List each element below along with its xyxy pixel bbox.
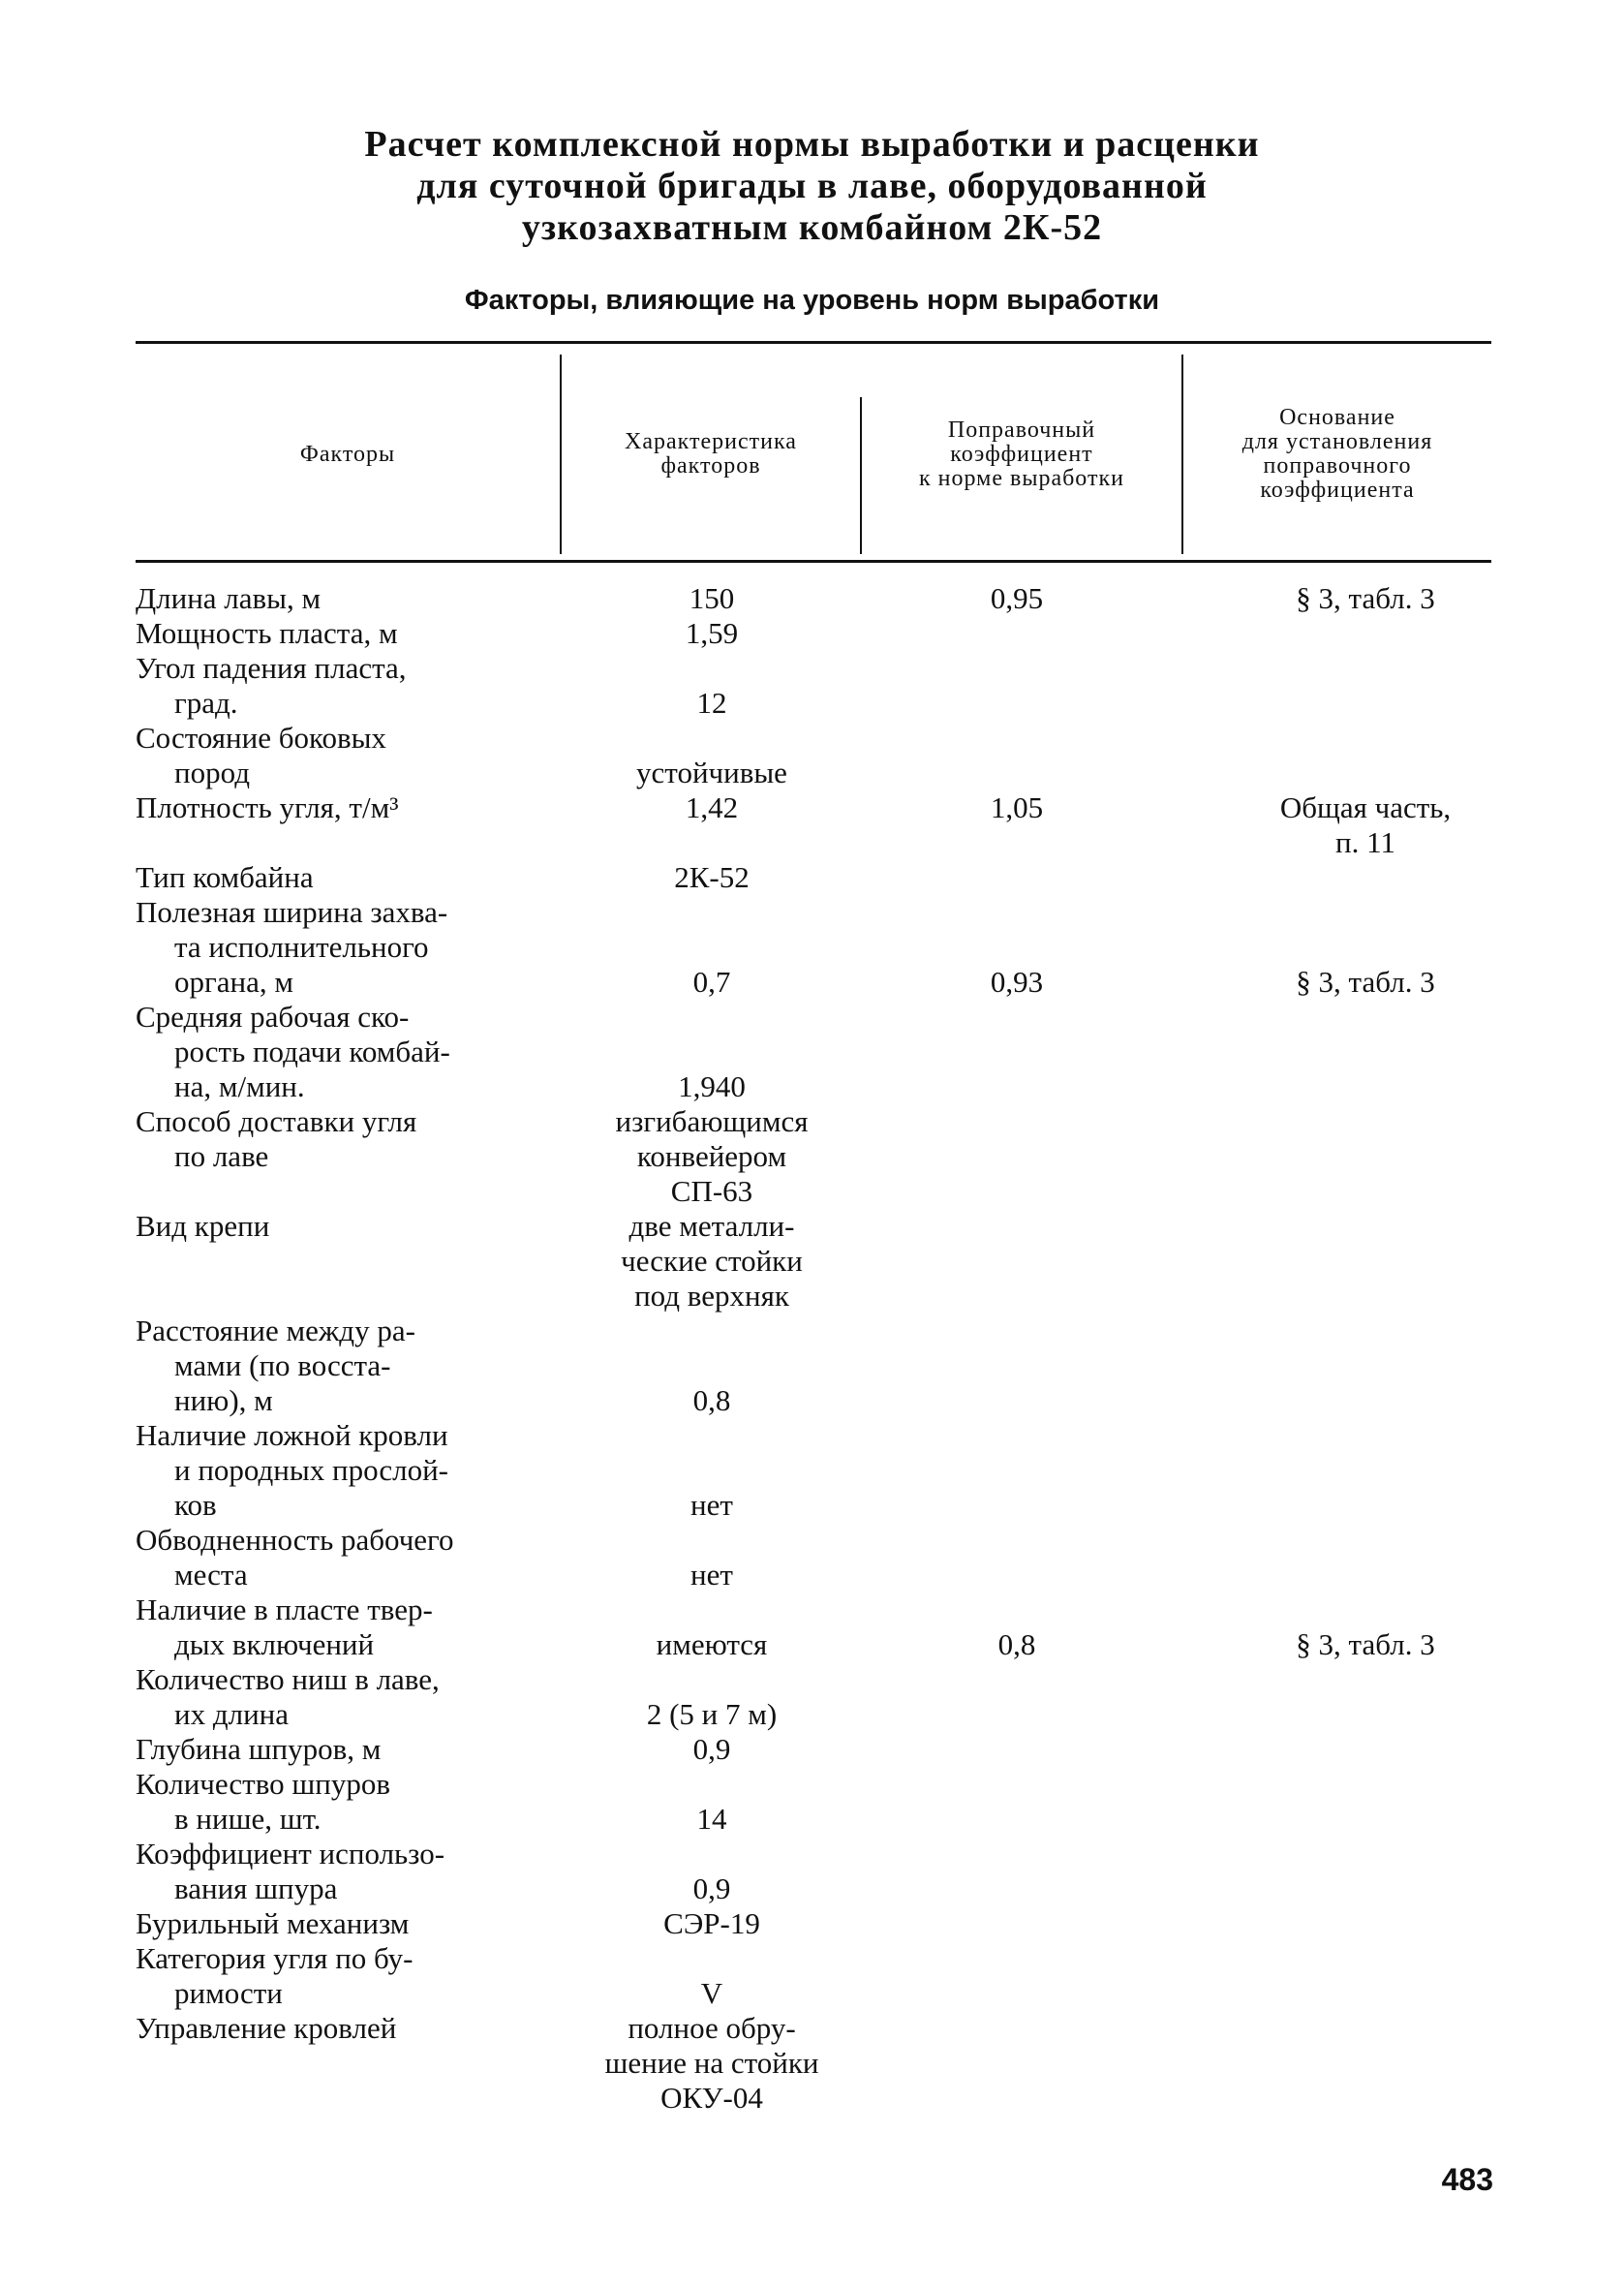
characteristic-cell [528, 1802, 896, 1837]
factor-text: по лаве [174, 1139, 269, 1173]
characteristic-text: шение на стойки [604, 2046, 819, 2080]
factor-text: Полезная ширина захва- [136, 895, 448, 929]
factor-cell [136, 1941, 581, 2011]
factor-text: ков [174, 1488, 217, 1522]
factor-text: град. [174, 686, 238, 720]
characteristic-cell [528, 1558, 896, 1592]
factor-cell [136, 1000, 581, 1104]
factor-text: Управление кровлей [136, 2011, 397, 2045]
factor-cell [136, 1523, 581, 1592]
factor-text: в нише, шт. [174, 1802, 322, 1836]
factor-text: Коэффициент использо- [136, 1837, 445, 1871]
basis-text: § 3, табл. 3 [1296, 1627, 1435, 1661]
characteristic-cell [528, 1104, 896, 1209]
factor-text: органа, м [174, 965, 293, 999]
factor-text: Бурильный механизм [136, 1906, 410, 1940]
characteristic-text: 0,8 [692, 1383, 731, 1417]
basis-text: п. 11 [1335, 825, 1395, 859]
title-line-2: для суточной бригады в лаве, оборудованной [416, 166, 1208, 206]
factor-text: Способ доставки угля [136, 1104, 417, 1138]
factor-text: Мощность пласта, м [136, 616, 398, 650]
basis-cell [1181, 1627, 1549, 1662]
characteristic-cell [528, 1209, 896, 1314]
header-basis-line: коэффициента [1260, 478, 1415, 503]
factor-cell [136, 1662, 581, 1732]
characteristic-text: 0,9 [692, 1871, 731, 1905]
table-subtitle: Факторы, влияющие на уровень норм выработки [464, 285, 1160, 316]
header-characteristic-line: факторов [660, 453, 761, 479]
characteristic-cell [528, 686, 896, 721]
characteristic-cell [528, 1732, 896, 1767]
factor-text: та исполнительного [174, 930, 429, 964]
header-basis-line: Основание [1279, 405, 1395, 430]
factor-text: римости [174, 1976, 283, 2010]
factor-cell [136, 1418, 581, 1523]
header-bottom-rule [136, 560, 1491, 563]
factor-cell [136, 1767, 581, 1837]
characteristic-text: полное обру- [628, 2011, 796, 2045]
header-characteristic [562, 355, 860, 554]
factor-text: места [174, 1558, 248, 1592]
factor-text: Обводненность рабочего [136, 1523, 454, 1557]
characteristic-text: конвейером [636, 1139, 787, 1173]
characteristic-text: нет [690, 1488, 733, 1522]
title-line-1: Расчет комплексной нормы выработки и расценки [364, 124, 1260, 165]
factor-text: и породных прослой- [174, 1453, 448, 1487]
factor-text: Тип комбайна [136, 860, 314, 894]
factor-cell [136, 790, 581, 825]
characteristic-cell [528, 2011, 896, 2116]
characteristic-cell [528, 1488, 896, 1523]
factor-cell [136, 721, 581, 790]
characteristic-text: ческие стойки [621, 1244, 803, 1278]
characteristic-cell [528, 1383, 896, 1418]
factor-text: Угол падения пласта, [136, 651, 407, 685]
header-factors-label: Факторы [299, 441, 396, 467]
factor-text: Количество ниш в лаве, [136, 1662, 440, 1696]
factor-cell [136, 1906, 581, 1941]
characteristic-text: 1,42 [685, 790, 739, 824]
factor-text: Категория угля по бу- [136, 1941, 414, 1975]
characteristic-cell [528, 1871, 896, 1906]
characteristic-cell [528, 790, 896, 825]
factor-cell [136, 1592, 581, 1662]
characteristic-text: 0,9 [692, 1732, 731, 1766]
header-coefficient-line: Поправочный [947, 417, 1096, 443]
characteristic-cell [528, 1069, 896, 1104]
factor-text: Расстояние между ра- [136, 1314, 415, 1347]
characteristic-text: V [700, 1976, 723, 2010]
factor-cell [136, 581, 581, 616]
basis-cell [1181, 965, 1549, 1000]
characteristic-text: СП-63 [670, 1174, 753, 1208]
characteristic-text: 2 (5 и 7 м) [646, 1697, 778, 1731]
factor-text: нию), м [174, 1383, 273, 1417]
factor-cell [136, 895, 581, 1000]
table-top-rule [136, 341, 1491, 344]
characteristic-text: 1,59 [685, 616, 739, 650]
characteristic-text: 14 [696, 1802, 727, 1836]
characteristic-text: устойчивые [636, 756, 787, 789]
factor-cell [136, 1314, 581, 1418]
factor-cell [136, 1837, 581, 1906]
header-factors [136, 355, 560, 554]
basis-text: § 3, табл. 3 [1296, 581, 1435, 615]
factor-cell [136, 2011, 581, 2046]
title-line-3: узкозахватным комбайном 2К-52 [521, 207, 1103, 248]
coefficient-cell: 0,93 [990, 965, 1044, 999]
characteristic-text: имеются [656, 1627, 768, 1661]
characteristic-text: ОКУ-04 [660, 2081, 763, 2115]
characteristic-cell [528, 965, 896, 1000]
page-number: 483 [1441, 2162, 1493, 2197]
coefficient-cell: 0,95 [990, 581, 1044, 615]
factor-text: Глубина шпуров, м [136, 1732, 382, 1766]
factor-text: Наличие ложной кровли [136, 1418, 448, 1452]
factor-cell [136, 860, 581, 895]
header-basis-line: поправочного [1263, 453, 1412, 479]
characteristic-text: нет [690, 1558, 733, 1592]
page-title [0, 124, 1624, 249]
factor-text: на, м/мин. [174, 1069, 305, 1103]
characteristic-text: 12 [696, 686, 727, 720]
factor-text: рость подачи комбай- [174, 1035, 450, 1068]
characteristic-text: две металли- [628, 1209, 795, 1243]
factor-text: Длина лавы, м [136, 581, 322, 615]
header-basis-line: для установления [1241, 429, 1433, 454]
coefficient-cell: 0,8 [997, 1627, 1036, 1661]
basis-text: § 3, табл. 3 [1296, 965, 1435, 999]
characteristic-text: СЭР-19 [663, 1906, 760, 1940]
basis-cell [1181, 790, 1549, 860]
factor-text: Состояние боковых [136, 721, 386, 755]
characteristic-cell [528, 1976, 896, 2011]
characteristic-cell [528, 756, 896, 790]
factor-text: пород [174, 756, 250, 789]
characteristic-text: 2К-52 [674, 860, 750, 894]
factor-text: вания шпура [174, 1871, 338, 1905]
factor-cell [136, 1732, 581, 1767]
basis-text: Общая часть, [1279, 790, 1452, 824]
factor-cell [136, 1209, 581, 1244]
characteristic-cell [528, 1697, 896, 1732]
factor-text: Плотность угля, т/м³ [136, 790, 399, 824]
header-coefficient-line: коэффициент [950, 441, 1093, 467]
characteristic-text: под верхняк [634, 1279, 789, 1313]
factor-text: Средняя рабочая ско- [136, 1000, 410, 1034]
header-coefficient-line: к норме выработки [919, 465, 1124, 491]
header-coefficient [862, 355, 1181, 554]
characteristic-text: 150 [689, 581, 735, 615]
factor-text: Наличие в пласте твер- [136, 1592, 433, 1626]
factor-text: Вид крепи [136, 1209, 270, 1243]
basis-cell [1181, 581, 1549, 616]
factor-text: их длина [174, 1697, 290, 1731]
factor-text: Количество шпуров [136, 1767, 390, 1801]
header-characteristic-line: Характеристика [625, 429, 797, 454]
characteristic-text: изгибающимся [615, 1104, 809, 1138]
factor-text: мами (по восста- [174, 1348, 391, 1382]
characteristic-cell [528, 860, 896, 895]
characteristic-cell [528, 616, 896, 651]
characteristic-text: 0,7 [692, 965, 731, 999]
factor-cell [136, 616, 581, 651]
characteristic-text: 1,940 [678, 1069, 746, 1103]
factor-text: дых включений [174, 1627, 375, 1661]
characteristic-cell [528, 1627, 896, 1662]
header-basis [1183, 355, 1491, 554]
characteristic-cell [528, 1906, 896, 1941]
coefficient-cell: 1,05 [990, 790, 1044, 824]
factor-cell [136, 1104, 581, 1174]
factor-cell [136, 651, 581, 721]
characteristic-cell [528, 581, 896, 616]
